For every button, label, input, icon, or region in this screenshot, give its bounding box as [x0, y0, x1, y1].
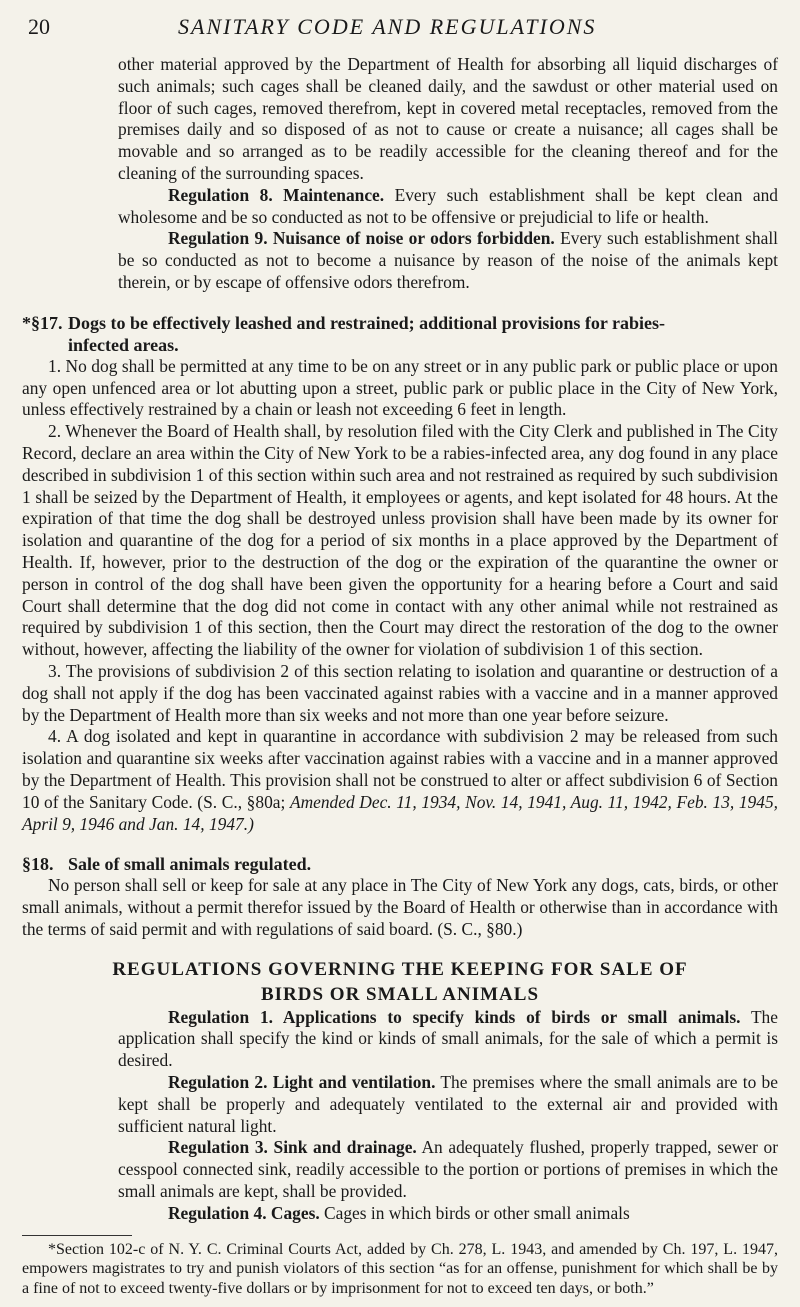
footnote-text: *Section 102-c of N. Y. C. Criminal Courts Act, added by Ch. 278, L. 1943, and amended by Ch. 197, L. 1947, empowers magistrates to try and punish violators of this section “as for an offense, punishment for which shall be by a fine of not to exceed twenty-five dollars or by imprisonment for not to exceed ten days, or both.” — [22, 1240, 778, 1297]
page-header — [22, 14, 778, 54]
section-17-subdivision-3: 3. The provisions of subdivision 2 of this section relating to isolation and quarantine or destruction of a dog shall not apply if the dog has been vaccinated against rabies with a vaccine and in a manner approved by the Department of Health more than six weeks and not more than one year before seizure. — [22, 660, 778, 725]
regulation-2-heading: Regulation 2. Light and ventilation. — [168, 1072, 436, 1093]
section-18-text: No person shall sell or keep for sale at any place in The City of New York any dogs, cats, birds, or other small animals, without a permit therefor issued by the Board of Health or otherwise than in accordance with the terms of said permit and with regulations of said board. (S. C., §80.) — [22, 875, 778, 939]
animal-establishment-regulations — [22, 54, 778, 294]
page-number: 20 — [28, 14, 50, 39]
section-17-amendment-dates: Amended Dec. 11, 1934, Nov. 14, 1941, Aug. 11, 1942, Feb. 13, 1945, April 9, 1946 and Jan. 14, 1947.) — [22, 791, 778, 834]
small-animal-regulations — [22, 1007, 778, 1225]
section-17-subdivision-4 — [22, 726, 778, 835]
regulation-8 — [118, 185, 778, 229]
regulation-9 — [118, 228, 778, 293]
regulations-title — [22, 957, 778, 1007]
section-18-title: Sale of small animals regulated. — [68, 854, 312, 875]
regulation-2-text: The premises where the small animals are to be kept shall be properly and adequately ventilated to the external air and provided with sufficient natural light. — [118, 1072, 778, 1136]
regulation-2 — [118, 1072, 778, 1137]
regulation-9-heading: Regulation 9. Nuisance of noise or odors forbidden. — [168, 228, 555, 249]
regulation-1-heading: Regulation 1. Applications to specify kinds of birds or small animals. — [168, 1006, 741, 1027]
regulation-3-text: An adequately flushed, properly trapped, sewer or cesspool connected sink, readily accessible to the portion or portions of premises in which the small animals are kept, shall be provided. — [118, 1137, 779, 1202]
regulation-9-text: Every such establishment shall be so conducted as not to become a nuisance by reason of the noise of the animals kept therein, or by escape of offensive odors therefrom. — [118, 228, 778, 292]
running-head: SANITARY CODE AND REGULATIONS — [178, 14, 597, 39]
section-17-heading — [22, 312, 778, 356]
regulation-8-text: Every such establishment shall be kept clean and wholesome and be so conducted as not to be offensive or prejudicial to life or health. — [118, 184, 778, 227]
footnote — [22, 1240, 778, 1299]
regulation-4 — [118, 1203, 778, 1225]
regulation-3 — [118, 1137, 778, 1202]
regulations-title-line1: REGULATIONS GOVERNING THE KEEPING FOR SALE OF — [112, 958, 688, 980]
footnote-divider — [22, 1235, 132, 1236]
regulation-8-heading: Regulation 8. Maintenance. — [168, 184, 385, 205]
regulation-4-heading: Regulation 4. Cages. — [168, 1202, 320, 1223]
regulation-1-text: The application shall specify the kind or kinds of small animals, for the sale of which a permit is desired. — [118, 1006, 778, 1071]
section-18-heading — [22, 853, 778, 875]
continued-paragraph: other material approved by the Department of Health for absorbing all liquid discharges of such animals; such cages shall be cleaned daily, and the sawdust or other material used on floor of such cages, removed therefrom, kept in covered metal receptacles, removed from the premises daily and so disposed of as not to cause or create a nuisance; all cages shall be movable and so arranged as to be readily accessible for the cleaning thereof and for the cleaning of the surrounding spaces. — [118, 54, 778, 183]
section-17-subdivision-2: 2. Whenever the Board of Health shall, by resolution filed with the City Clerk and published in The City Record, declare an area within the City of New York to be a rabies-infected area, any dog found in any place described in subdivision 1 of this section within such area and not restrained as required by such subdivision 1 shall be seized by the Department of Health, it employees or agents, and kept isolated for 48 hours. At the expiration of that time the dog shall be destroyed unless provision shall have been made by its owner for isolation and quarantine of the dog for a period of six months in a place approved by the Department of Health. If, however, prior to the destruction of the dog or the expiration of the quarantine the owner or person in control of the dog shall have been given the opportunity for a hearing before a Court and said Court shall determine that the dog did not come in contact with any other animal while not restrained as required by subdivision 1 of this section, then the Court may direct the restoration of the dog to the owner without, however, affecting the liability of the owner for violation of subdivision 1 of this section. — [22, 421, 778, 660]
section-17-subdivision-4-text: 4. A dog isolated and kept in quarantine in accordance with subdivision 2 may be released from such isolation and quarantine six weeks after vaccination against rabies with a vaccine and in a manner approved by the Department of Health. This provision shall not be construed to alter or affect subdivision 6 of Section 10 of the Sanitary Code. (S. C., §80a; — [22, 726, 778, 812]
section-17-number: *§17. — [22, 312, 63, 333]
regulations-title-line2: BIRDS OR SMALL ANIMALS — [260, 983, 540, 1005]
section-17-title-line2: infected areas. — [68, 334, 179, 355]
section-17-subdivision-1: 1. No dog shall be permitted at any time to be on any street or in any public park or public place or upon any open unfenced area or lot abutting upon a street, public park or public place in the City of New York, unless effectively restrained by a chain or leash not exceeding 6 feet in length. — [22, 355, 778, 420]
regulation-3-heading: Regulation 3. Sink and drainage. — [168, 1137, 417, 1158]
section-18-number: §18. — [22, 854, 54, 875]
regulation-1 — [118, 1007, 778, 1072]
regulation-4-text: Cages in which birds or other small animals — [324, 1202, 630, 1223]
section-17-title-line1: Dogs to be effectively leashed and restrained; additional provisions for rabies- — [68, 312, 665, 333]
